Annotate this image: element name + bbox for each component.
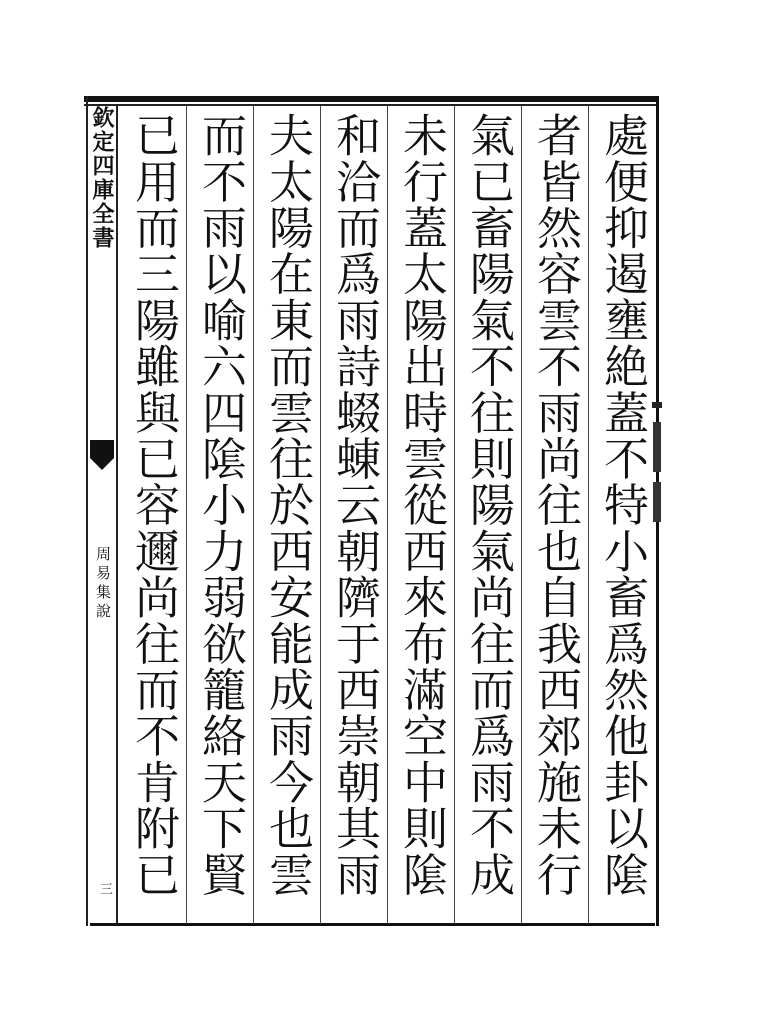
page-number: 三 bbox=[97, 882, 112, 895]
text-column-1: 處便抑遏壅絶蓋不特小畜爲然他卦以隂 bbox=[596, 112, 649, 898]
edge-stamp-mark-icon bbox=[650, 402, 664, 532]
left-border-rule bbox=[86, 96, 88, 926]
fish-tail-mark-icon bbox=[90, 440, 114, 470]
column-divider bbox=[454, 106, 455, 924]
margin-strip bbox=[90, 106, 114, 924]
column-divider bbox=[521, 106, 522, 924]
text-column-4: 未行蓋太陽出時雲從西來布滿空中則隂 bbox=[395, 112, 448, 898]
column-divider bbox=[588, 106, 589, 924]
text-column-8: 已用而三陽雖與已容邇尚往而不肯附已 bbox=[127, 112, 180, 898]
top-border-rule bbox=[84, 96, 659, 102]
top-border-inner-rule bbox=[84, 104, 659, 106]
text-column-5: 和洽而爲雨詩蝃蝀云朝隮于西崇朝其雨 bbox=[328, 112, 381, 898]
column-divider bbox=[320, 106, 321, 924]
bottom-border-rule bbox=[90, 923, 655, 926]
book-title: 欽定四庫全書 bbox=[89, 106, 115, 250]
text-column-7: 而不雨以喻六四隂小力弱欲籠絡天下賢 bbox=[194, 112, 247, 898]
column-divider bbox=[253, 106, 254, 924]
margin-divider bbox=[116, 106, 118, 924]
text-column-6: 夫太陽在東而雲往於西安能成雨今也雲 bbox=[261, 112, 314, 898]
column-divider bbox=[186, 106, 187, 924]
section-title: 周易集說 bbox=[94, 546, 112, 622]
column-divider bbox=[387, 106, 388, 924]
text-column-3: 氣已畜陽氣不往則陽氣尚往而爲雨不成 bbox=[462, 112, 515, 898]
text-column-2: 者皆然容雲不雨尚往也自我西郊施未行 bbox=[529, 112, 582, 898]
